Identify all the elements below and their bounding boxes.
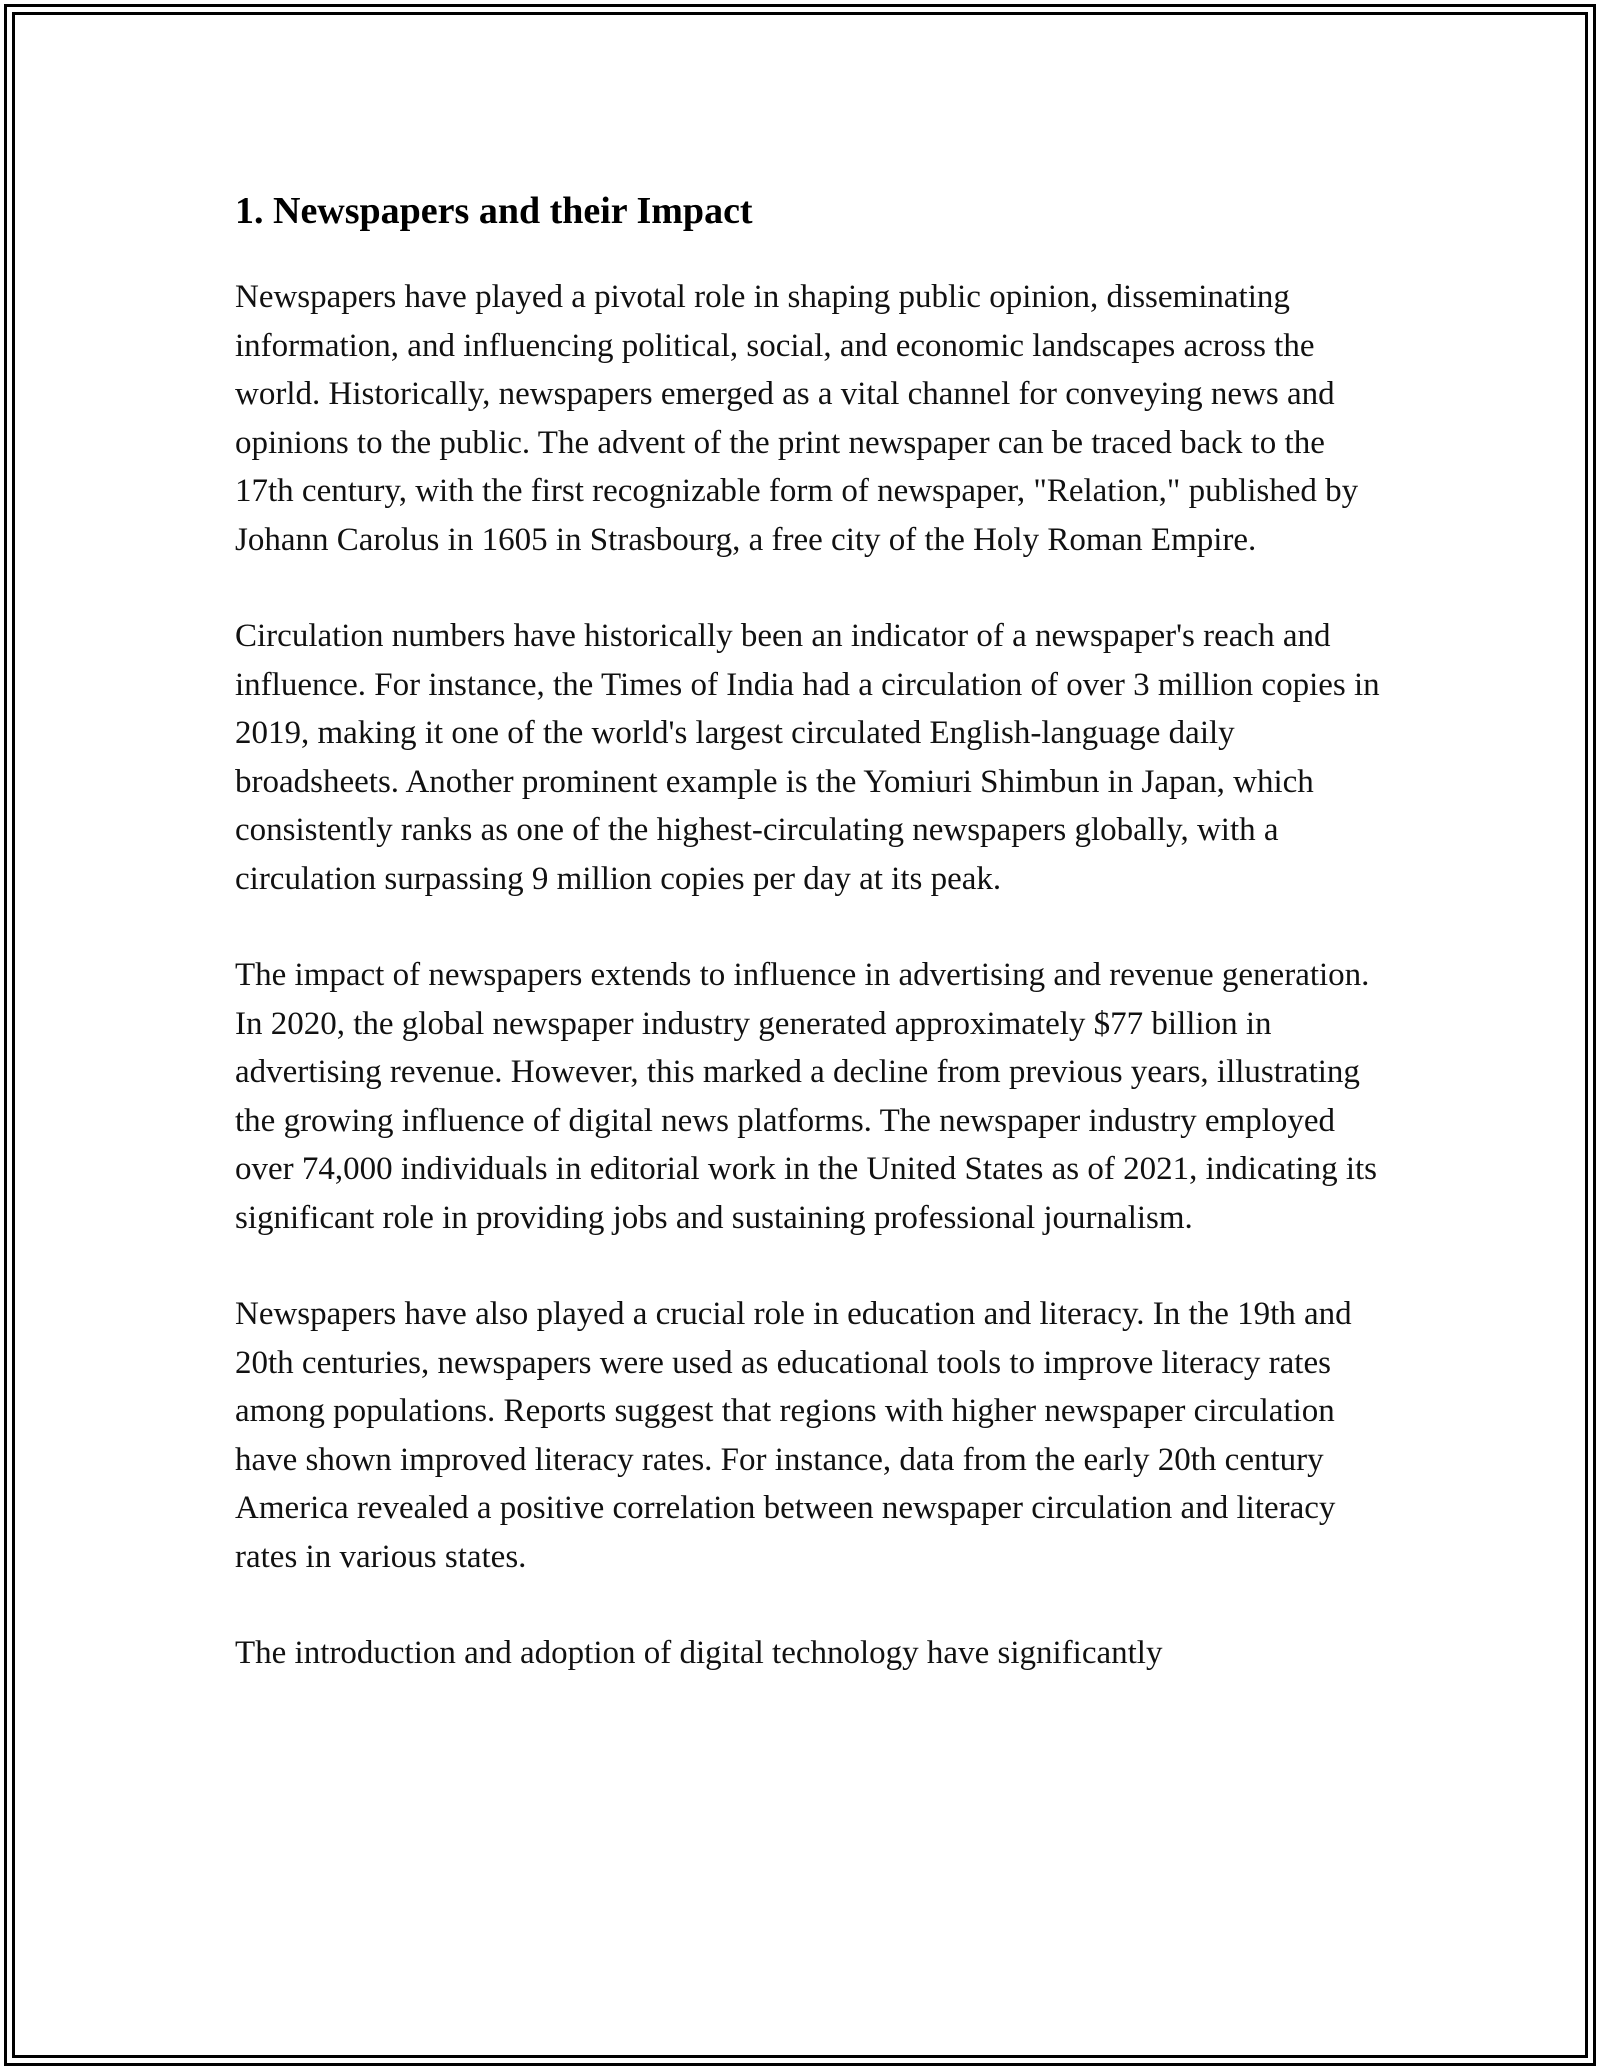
paragraph-advertising-revenue: The impact of newspapers extends to influence in advertising and revenue generation. In 2020, the global newspaper industry generated approximately $77 billion in advertising revenue. However, this marked a decline from previous years, illustrating the growing influence of digital news platforms. The newspaper industry employed over 74,000 individuals in editorial work in the United States as of 2021, indicating its significant role in providing jobs and sustaining professional journalism. (235, 957, 1377, 1236)
paragraph-circulation: Circulation numbers have historically been an indicator of a newspaper's reach and influence. For instance, the Times of India had a circulation of over 3 million copies in 2019, making it one of the world's largest circulated English-language daily broadsheets. Another prominent example is the Yomiuri Shimbun in Japan, which consistently ranks as one of the highest-circulating newspapers globally, with a circulation surpassing 9 million copies per day at its peak. (235, 618, 1380, 897)
paragraph-origins: Newspapers have played a pivotal role in shaping public opinion, disseminating information, and influencing political, social, and economic landscapes across the world. Historically, newspapers emerged as a vital channel for conveying news and opinions to the public. The advent of the print newspaper can be traced back to the 17th century, with the first recognizable form of newspaper, "Relation," published by Johann Carolus in 1605 in Strasbourg, a free city of the Holy Roman Empire. (235, 279, 1359, 558)
paragraph-digital-technology: The introduction and adoption of digital technology have significantly (235, 1635, 1163, 1671)
document-body (235, 183, 1385, 1726)
paragraph-education-literacy: Newspapers have also played a crucial role in education and literacy. In the 19th and 20th centuries, newspapers were used as educational tools to improve literacy rates among populations. Reports suggest that regions with higher newspaper circulation have shown improved literacy rates. For instance, data from the early 20th century America revealed a positive correlation between newspaper circulation and literacy rates in various states. (235, 1296, 1352, 1575)
section-heading: 1. Newspapers and their Impact (235, 190, 753, 232)
